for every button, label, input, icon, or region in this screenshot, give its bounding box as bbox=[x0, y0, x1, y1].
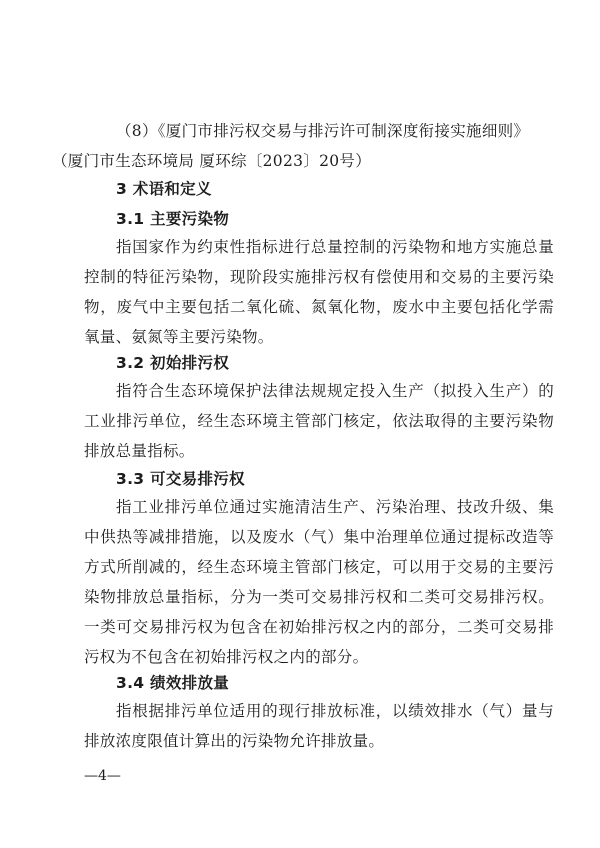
reference-title: （8）《厦门市排污权交易与排污许可制深度衔接实施细则》 bbox=[116, 122, 530, 140]
section-3-2-heading: 3.2 初始排污权 bbox=[116, 354, 230, 372]
section-3-heading: 3 术语和定义 bbox=[116, 180, 212, 198]
section-3-1-heading: 3.1 主要污染物 bbox=[116, 210, 230, 228]
section-3-4-body: 指根据排污单位适用的现行排放标准，以绩效排水（气）量与排放浓度限值计算出的污染物允许排放量。 bbox=[84, 702, 554, 750]
section-3-3-body: 指工业排污单位通过实施清洁生产、污染治理、技改升级、集中供热等减排措施，以及废水（气）集中治理单位通过提标改造等方式所削减的，经生态环境主管部门核定，可以用于交易的主要污染物排放总量指标，分为一类可交易排污权和二类可交易排污权。一类可交易排污权为包含在初始排污权之内的部分，二类可交易排污权为不包含在初始排污权之内的部分。 bbox=[84, 498, 554, 666]
section-3-2-body: 指符合生态环境保护法律法规规定投入生产（拟投入生产）的工业排污单位，经生态环境主管部门核定，依法取得的主要污染物排放总量指标。 bbox=[84, 382, 554, 460]
section-3-4-heading: 3.4 绩效排放量 bbox=[116, 674, 230, 692]
reference-source: （厦门市生态环境局 厦环综〔2023〕20号） bbox=[52, 152, 371, 170]
reference-item-8 bbox=[52, 116, 554, 176]
section-3-3-heading: 3.3 可交易排污权 bbox=[116, 470, 245, 488]
page-number: —4— bbox=[84, 768, 121, 784]
section-3-1-body: 指国家作为约束性指标进行总量控制的污染物和地方实施总量控制的特征污染物，现阶段实施排污权有偿使用和交易的主要污染物，废气中主要包括二氧化硫、氮氧化物，废水中主要包括化学需氧量、氨氮等主要污染物。 bbox=[84, 238, 554, 346]
